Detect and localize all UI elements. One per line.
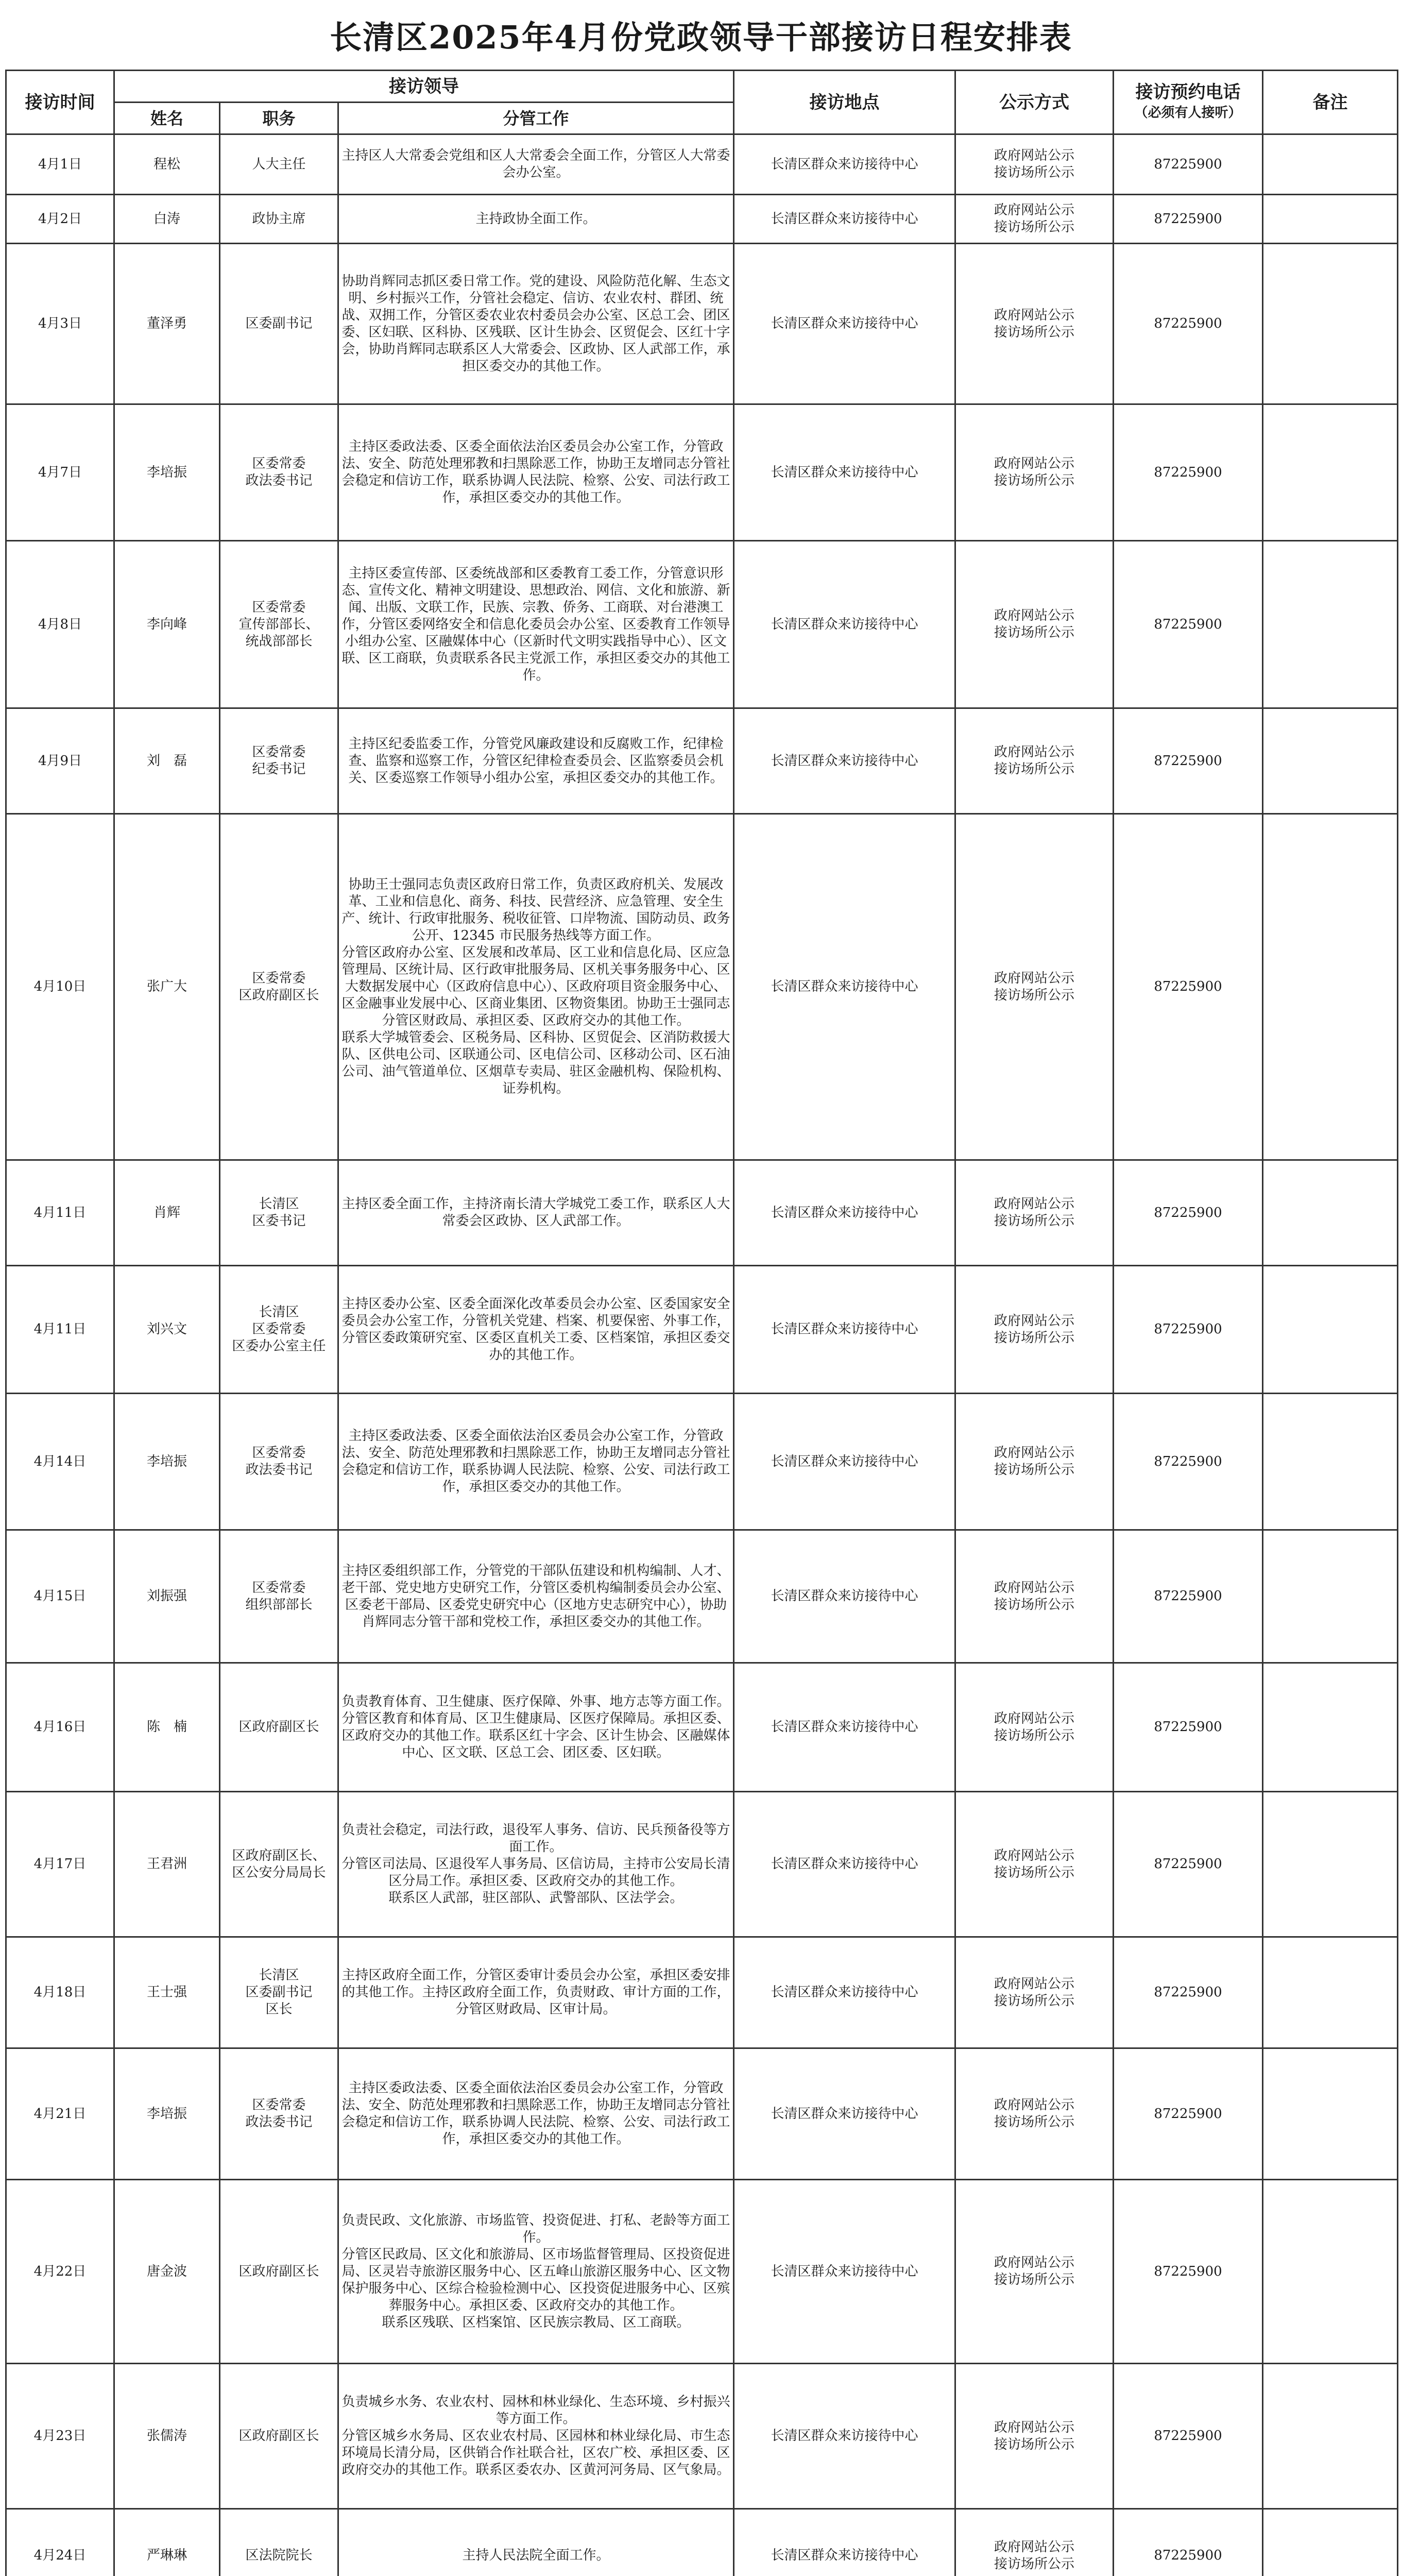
location-cell: 长清区群众来访接待中心 xyxy=(734,1394,955,1530)
header-phone-label: 接访预约电话 xyxy=(1135,81,1241,103)
duties-paragraph: 协助王士强同志负责区政府日常工作，负责区政府机关、发展改革、工业和信息化、商务、科技、民营经济、应急管理、安全生产、统计、行政审批服务、税收征管、口岸物流、国防动员、政务公开、12345 市民服务热线等方面工作。 xyxy=(341,877,730,943)
position-line: 长清区 xyxy=(259,1304,299,1320)
leader-name-cell: 唐金波 xyxy=(114,2180,220,2364)
position-line: 长清区 xyxy=(259,1196,299,1212)
duties-cell xyxy=(338,1792,734,1937)
publicity-cell xyxy=(955,2180,1114,2364)
duties-paragraph: 负责民政、文化旅游、市场监管、投资促进、打私、老龄等方面工作。 xyxy=(341,2212,730,2245)
position-line: 区委常委 xyxy=(252,1445,306,1461)
publicity-line: 接访场所公示 xyxy=(994,625,1075,640)
publicity-line: 接访场所公示 xyxy=(994,761,1075,777)
header-duties: 分管工作 xyxy=(338,103,734,134)
leader-name-cell: 白涛 xyxy=(114,195,220,244)
position-line: 区委书记 xyxy=(252,1213,306,1229)
publicity-cell xyxy=(955,1530,1114,1663)
phone-cell: 87225900 xyxy=(1114,2509,1263,2576)
duties-paragraph: 负责城乡水务、农业农村、园林和林业绿化、生态环境、乡村振兴等方面工作。 xyxy=(341,2394,730,2427)
duties-cell: 主持区政府全面工作，分管区委审计委员会办公室，承担区委安排的其他工作。主持区政府全面工作，负责财政、审计方面的工作，分管区财政局、区审计局。 xyxy=(338,1937,734,2048)
remarks-cell xyxy=(1263,1937,1398,2048)
leader-name-cell: 张广大 xyxy=(114,814,220,1160)
publicity-line: 政府网站公示 xyxy=(994,1848,1075,1863)
table-row xyxy=(6,1663,1398,1792)
publicity-line: 接访场所公示 xyxy=(994,2436,1075,2452)
position-line: 区委常委 xyxy=(252,1321,306,1337)
duties-paragraph: 联系区人武部，驻区部队、武警部队、区法学会。 xyxy=(388,1890,683,1906)
leader-position-cell xyxy=(220,2364,338,2509)
position-line: 区公安分局局长 xyxy=(232,1865,326,1880)
position-line: 区委常委 xyxy=(252,456,306,471)
publicity-line: 接访场所公示 xyxy=(994,2272,1075,2287)
leader-position-cell xyxy=(220,708,338,814)
duties-paragraph: 联系大学城管委会、区税务局、区科协、区贸促会、区消防救援大队、区供电公司、区联通公司、区电信公司、区移动公司、区石油公司、油气管道单位、区烟草专卖局、驻区金融机构、保险机构、证券机构。 xyxy=(341,1030,730,1096)
duties-cell: 主持区委政法委、区委全面依法治区委员会办公室工作，分管政法、安全、防范处理邪教和扫黑除恶工作，协助王友增同志分管社会稳定和信访工作，联系协调人民法院、检察、公安、司法行政工作，承担区委交办的其他工作。 xyxy=(338,2048,734,2180)
header-remarks: 备注 xyxy=(1263,71,1398,134)
location-cell: 长清区群众来访接待中心 xyxy=(734,195,955,244)
table-row xyxy=(6,814,1398,1160)
table-row xyxy=(6,1937,1398,2048)
phone-cell: 87225900 xyxy=(1114,244,1263,404)
table-row xyxy=(6,1266,1398,1394)
remarks-cell xyxy=(1263,1160,1398,1266)
position-line: 长清区 xyxy=(259,1968,299,1983)
schedule-body xyxy=(6,134,1398,2576)
duties-cell: 主持区委政法委、区委全面依法治区委员会办公室工作，分管政法、安全、防范处理邪教和扫黑除恶工作，协助王友增同志分管社会稳定和信访工作，联系协调人民法院、检察、公安、司法行政工作，承担区委交办的其他工作。 xyxy=(338,1394,734,1530)
remarks-cell xyxy=(1263,541,1398,708)
remarks-cell xyxy=(1263,2048,1398,2180)
visit-date-cell: 4月17日 xyxy=(6,1792,114,1937)
phone-cell: 87225900 xyxy=(1114,195,1263,244)
leader-position-cell xyxy=(220,2509,338,2576)
duties-paragraph: 负责社会稳定，司法行政，退役军人事务、信访、民兵预备役等方面工作。 xyxy=(341,1822,730,1855)
leader-position-cell xyxy=(220,404,338,541)
publicity-line: 政府网站公示 xyxy=(994,456,1075,471)
publicity-line: 政府网站公示 xyxy=(994,1313,1075,1329)
publicity-line: 政府网站公示 xyxy=(994,1976,1075,1992)
leader-name-cell: 肖辉 xyxy=(114,1160,220,1266)
position-line: 政协主席 xyxy=(252,211,306,227)
position-line: 人大主任 xyxy=(252,156,306,172)
duties-cell: 主持区人大常委会党组和区人大常委会全面工作，分管区人大常委会办公室。 xyxy=(338,134,734,195)
visit-date-cell: 4月9日 xyxy=(6,708,114,814)
location-cell: 长清区群众来访接待中心 xyxy=(734,134,955,195)
position-line: 区委常委 xyxy=(252,1580,306,1596)
duties-cell: 主持区委宣传部、区委统战部和区委教育工委工作，分管意识形态、宣传文化、精神文明建设、思想政治、网信、文化和旅游、新闻、出版、文联工作，民族、宗教、侨务、工商联、对台港澳工作，分管区委网络安全和信息化委员会办公室、区委教育工作领导小组办公室、区融媒体中心（区新时代文明实践指导中心）、区文联、区工商联，负责联系各民主党派工作，承担区委交办的其他工作。 xyxy=(338,541,734,708)
location-cell: 长清区群众来访接待中心 xyxy=(734,2364,955,2509)
visit-date-cell: 4月21日 xyxy=(6,2048,114,2180)
phone-cell: 87225900 xyxy=(1114,1394,1263,1530)
remarks-cell xyxy=(1263,134,1398,195)
publicity-line: 接访场所公示 xyxy=(994,324,1075,340)
remarks-cell xyxy=(1263,1792,1398,1937)
publicity-line: 接访场所公示 xyxy=(994,987,1075,1003)
location-cell: 长清区群众来访接待中心 xyxy=(734,708,955,814)
publicity-line: 接访场所公示 xyxy=(994,2556,1075,2572)
phone-cell: 87225900 xyxy=(1114,1937,1263,2048)
remarks-cell xyxy=(1263,2180,1398,2364)
position-line: 区长 xyxy=(265,2002,293,2017)
header-phone xyxy=(1114,71,1263,134)
publicity-line: 接访场所公示 xyxy=(994,1213,1075,1229)
phone-cell: 87225900 xyxy=(1114,1792,1263,1937)
position-line: 区政府副区长 xyxy=(238,2263,319,2279)
visit-date-cell: 4月1日 xyxy=(6,134,114,195)
position-line: 区委常委 xyxy=(252,2097,306,2113)
leader-name-cell: 刘兴文 xyxy=(114,1266,220,1394)
header-leader-group: 接访领导 xyxy=(114,71,734,103)
visit-date-cell: 4月15日 xyxy=(6,1530,114,1663)
visit-date-cell: 4月7日 xyxy=(6,404,114,541)
leader-position-cell xyxy=(220,195,338,244)
table-row xyxy=(6,708,1398,814)
phone-cell: 87225900 xyxy=(1114,2180,1263,2364)
visit-date-cell: 4月16日 xyxy=(6,1663,114,1792)
position-line: 纪委书记 xyxy=(252,761,306,777)
table-row xyxy=(6,134,1398,195)
remarks-cell xyxy=(1263,2509,1398,2576)
duties-paragraph: 分管区司法局、区退役军人事务局、区信访局，主持市公安局长清区分局工作。承担区委、区政府交办的其他工作。 xyxy=(341,1856,730,1889)
publicity-cell xyxy=(955,1160,1114,1266)
document-title: 长清区2025年4月份党政领导干部接访日程安排表 xyxy=(330,19,1072,56)
position-line: 区委常委 xyxy=(252,599,306,615)
position-line: 区委常委 xyxy=(252,970,306,986)
leader-position-cell xyxy=(220,1937,338,2048)
publicity-line: 政府网站公示 xyxy=(994,307,1075,323)
duties-paragraph: 分管区政府办公室、区发展和改革局、区工业和信息化局、区应急管理局、区统计局、区行政审批服务局、区机关事务服务中心、区大数据发展中心（区政府信息中心）、区政府项目资金服务中心、区金融事业发展中心、区商业集团、区物资集团。协助王士强同志分管区财政局、承担区委、区政府交办的其他工作。 xyxy=(341,945,730,1028)
table-row xyxy=(6,2048,1398,2180)
position-line: 区委办公室主任 xyxy=(232,1338,326,1354)
duties-cell: 主持政协全面工作。 xyxy=(338,195,734,244)
remarks-cell xyxy=(1263,814,1398,1160)
duties-paragraph: 分管区城乡水务局、区农业农村局、区园林和林业绿化局、市生态环境局长清分局，区供销合作社联合社，区农广校、承担区委、区政府交办的其他工作。联系区委农办、区黄河河务局、区气象局。 xyxy=(341,2428,730,2478)
remarks-cell xyxy=(1263,195,1398,244)
publicity-line: 接访场所公示 xyxy=(994,2114,1075,2130)
table-row xyxy=(6,1792,1398,1937)
phone-cell: 87225900 xyxy=(1114,404,1263,541)
remarks-cell xyxy=(1263,1266,1398,1394)
duties-cell xyxy=(338,814,734,1160)
leader-position-cell xyxy=(220,1663,338,1792)
remarks-cell xyxy=(1263,1530,1398,1663)
publicity-line: 政府网站公示 xyxy=(994,2097,1075,2113)
leader-position-cell xyxy=(220,1792,338,1937)
publicity-line: 政府网站公示 xyxy=(994,744,1075,760)
publicity-cell xyxy=(955,814,1114,1160)
visit-date-cell: 4月11日 xyxy=(6,1266,114,1394)
position-line: 区委常委 xyxy=(252,744,306,760)
header-row-top xyxy=(6,71,1398,103)
position-line: 政法委书记 xyxy=(245,473,313,488)
visit-date-cell: 4月3日 xyxy=(6,244,114,404)
duties-cell: 主持区委全面工作，主持济南长清大学城党工委工作，联系区人大常委会区政协、区人武部工作。 xyxy=(338,1160,734,1266)
location-cell: 长清区群众来访接待中心 xyxy=(734,541,955,708)
publicity-line: 政府网站公示 xyxy=(994,608,1075,623)
header-position: 职务 xyxy=(220,103,338,134)
publicity-line: 接访场所公示 xyxy=(994,1597,1075,1613)
location-cell: 长清区群众来访接待中心 xyxy=(734,2509,955,2576)
position-line: 政法委书记 xyxy=(245,1462,313,1478)
location-cell: 长清区群众来访接待中心 xyxy=(734,1266,955,1394)
leader-position-cell xyxy=(220,1394,338,1530)
publicity-line: 接访场所公示 xyxy=(994,1727,1075,1743)
location-cell: 长清区群众来访接待中心 xyxy=(734,244,955,404)
leader-name-cell: 张儒涛 xyxy=(114,2364,220,2509)
remarks-cell xyxy=(1263,1394,1398,1530)
duties-paragraph: 分管区民政局、区文化和旅游局、区市场监督管理局、区投资促进局、区灵岩寺旅游区服务中心、区五峰山旅游区服务中心、区文物保护服务中心、区综合检验检测中心、区投资促进服务中心、区殡葬服务中心。承担区委、区政府交办的其他工作。 xyxy=(341,2246,730,2313)
duties-cell: 主持区委办公室、区委全面深化改革委员会办公室、区委国家安全委员会办公室工作，分管机关党建、档案、机要保密、外事工作，分管区委政策研究室、区委区直机关工委、区档案馆，承担区委交办的其他工作。 xyxy=(338,1266,734,1394)
table-row xyxy=(6,1394,1398,1530)
table-row xyxy=(6,1530,1398,1663)
publicity-line: 接访场所公示 xyxy=(994,1993,1075,2009)
leader-name-cell: 李培振 xyxy=(114,1394,220,1530)
duties-cell: 主持区委政法委、区委全面依法治区委员会办公室工作，分管政法、安全、防范处理邪教和扫黑除恶工作，协助王友增同志分管社会稳定和信访工作，联系协调人民法院、检察、公安、司法行政工作，承担区委交办的其他工作。 xyxy=(338,404,734,541)
header-time: 接访时间 xyxy=(6,71,114,134)
leader-name-cell: 刘振强 xyxy=(114,1530,220,1663)
phone-cell: 87225900 xyxy=(1114,708,1263,814)
publicity-cell xyxy=(955,1792,1114,1937)
publicity-cell xyxy=(955,195,1114,244)
leader-name-cell: 王士强 xyxy=(114,1937,220,2048)
publicity-cell xyxy=(955,1937,1114,2048)
header-location: 接访地点 xyxy=(734,71,955,134)
leader-position-cell xyxy=(220,1266,338,1394)
publicity-line: 接访场所公示 xyxy=(994,473,1075,488)
remarks-cell xyxy=(1263,2364,1398,2509)
table-row xyxy=(6,2364,1398,2509)
table-row xyxy=(6,195,1398,244)
phone-cell: 87225900 xyxy=(1114,2048,1263,2180)
position-line: 区法院院长 xyxy=(245,2548,313,2563)
table-row xyxy=(6,541,1398,708)
publicity-cell xyxy=(955,1394,1114,1530)
table-row xyxy=(6,2509,1398,2576)
visit-date-cell: 4月11日 xyxy=(6,1160,114,1266)
phone-cell: 87225900 xyxy=(1114,1160,1263,1266)
position-line: 区政府副区长 xyxy=(238,2428,319,2444)
duties-cell: 负责教育体育、卫生健康、医疗保障、外事、地方志等方面工作。分管区教育和体育局、区卫生健康局、区医疗保障局。承担区委、区政府交办的其他工作。联系区红十字会、区计生协会、区融媒体中心、区文联、区总工会、团区委、区妇联。 xyxy=(338,1663,734,1792)
publicity-cell xyxy=(955,2364,1114,2509)
header-name: 姓名 xyxy=(114,103,220,134)
table-row xyxy=(6,1160,1398,1266)
duties-cell: 协助肖辉同志抓区委日常工作。党的建设、风险防范化解、生态文明、乡村振兴工作，分管社会稳定、信访、农业农村、群团、统战、双拥工作，分管区委农业农村委员会办公室、区总工会、团区委、区妇联、区科协、区残联、区计生协会、区贸促会、区红十字会，协助肖辉同志联系区人大常委会、区政协、区人武部工作，承担区委交办的其他工作。 xyxy=(338,244,734,404)
table-row xyxy=(6,2180,1398,2364)
publicity-cell xyxy=(955,1663,1114,1792)
visit-date-cell: 4月18日 xyxy=(6,1937,114,2048)
leader-position-cell xyxy=(220,814,338,1160)
visit-date-cell: 4月10日 xyxy=(6,814,114,1160)
schedule-table xyxy=(5,70,1398,2576)
duties-cell: 主持区委组织部工作，分管党的干部队伍建设和机构编制、人才、老干部、党史地方史研究工作，分管区委机构编制委员会办公室、区委老干部局、区委党史研究中心（区地方史志研究中心），协助肖辉同志分管干部和党校工作，承担区委交办的其他工作。 xyxy=(338,1530,734,1663)
remarks-cell xyxy=(1263,1663,1398,1792)
publicity-line: 政府网站公示 xyxy=(994,2419,1075,2435)
publicity-line: 接访场所公示 xyxy=(994,1330,1075,1346)
publicity-line: 接访场所公示 xyxy=(994,219,1075,235)
leader-name-cell: 刘 磊 xyxy=(114,708,220,814)
duties-cell xyxy=(338,2180,734,2364)
publicity-line: 政府网站公示 xyxy=(994,2539,1075,2555)
publicity-line: 政府网站公示 xyxy=(994,202,1075,218)
table-row xyxy=(6,244,1398,404)
publicity-cell xyxy=(955,244,1114,404)
position-line: 区政府副区长 xyxy=(238,987,319,1003)
header-publicity: 公示方式 xyxy=(955,71,1114,134)
phone-cell: 87225900 xyxy=(1114,2364,1263,2509)
remarks-cell xyxy=(1263,244,1398,404)
publicity-cell xyxy=(955,2509,1114,2576)
publicity-line: 接访场所公示 xyxy=(994,1462,1075,1478)
publicity-cell xyxy=(955,708,1114,814)
publicity-line: 接访场所公示 xyxy=(994,1865,1075,1880)
publicity-line: 政府网站公示 xyxy=(994,2255,1075,2270)
position-line: 宣传部部长、 xyxy=(238,616,319,632)
publicity-cell xyxy=(955,1266,1114,1394)
leader-name-cell: 程松 xyxy=(114,134,220,195)
publicity-line: 政府网站公示 xyxy=(994,1580,1075,1596)
position-line: 区政府副区长、 xyxy=(232,1848,326,1863)
leader-position-cell xyxy=(220,244,338,404)
leader-name-cell: 董泽勇 xyxy=(114,244,220,404)
leader-position-cell xyxy=(220,2048,338,2180)
publicity-line: 政府网站公示 xyxy=(994,970,1075,986)
leader-position-cell xyxy=(220,134,338,195)
phone-cell: 87225900 xyxy=(1114,1266,1263,1394)
publicity-line: 政府网站公示 xyxy=(994,1710,1075,1726)
position-line: 区委副书记 xyxy=(245,316,313,331)
leader-name-cell: 李向峰 xyxy=(114,541,220,708)
location-cell: 长清区群众来访接待中心 xyxy=(734,1792,955,1937)
table-row xyxy=(6,404,1398,541)
leader-position-cell xyxy=(220,2180,338,2364)
phone-cell: 87225900 xyxy=(1114,134,1263,195)
position-line: 组织部部长 xyxy=(245,1597,313,1613)
publicity-line: 政府网站公示 xyxy=(994,1445,1075,1461)
location-cell: 长清区群众来访接待中心 xyxy=(734,1530,955,1663)
location-cell: 长清区群众来访接待中心 xyxy=(734,2048,955,2180)
publicity-cell xyxy=(955,2048,1114,2180)
leader-position-cell xyxy=(220,1160,338,1266)
publicity-cell xyxy=(955,134,1114,195)
phone-cell: 87225900 xyxy=(1114,814,1263,1160)
visit-date-cell: 4月2日 xyxy=(6,195,114,244)
visit-date-cell: 4月22日 xyxy=(6,2180,114,2364)
duties-cell: 主持区纪委监委工作，分管党风廉政建设和反腐败工作，纪律检查、监察和巡察工作，分管区纪律检查委员会、区监察委员会机关、区委巡察工作领导小组办公室，承担区委交办的其他工作。 xyxy=(338,708,734,814)
position-line: 区委副书记 xyxy=(245,1985,313,2000)
publicity-cell xyxy=(955,404,1114,541)
position-line: 统战部部长 xyxy=(245,633,313,649)
leader-name-cell: 严琳琳 xyxy=(114,2509,220,2576)
position-line: 区政府副区长 xyxy=(238,1719,319,1735)
duties-cell: 主持人民法院全面工作。 xyxy=(338,2509,734,2576)
publicity-cell xyxy=(955,541,1114,708)
publicity-line: 接访场所公示 xyxy=(994,165,1075,180)
location-cell: 长清区群众来访接待中心 xyxy=(734,1937,955,2048)
location-cell: 长清区群众来访接待中心 xyxy=(734,814,955,1160)
position-line: 政法委书记 xyxy=(245,2114,313,2130)
location-cell: 长清区群众来访接待中心 xyxy=(734,404,955,541)
publicity-line: 政府网站公示 xyxy=(994,1196,1075,1212)
remarks-cell xyxy=(1263,708,1398,814)
location-cell: 长清区群众来访接待中心 xyxy=(734,2180,955,2364)
phone-cell: 87225900 xyxy=(1114,1530,1263,1663)
location-cell: 长清区群众来访接待中心 xyxy=(734,1160,955,1266)
phone-cell: 87225900 xyxy=(1114,1663,1263,1792)
visit-date-cell: 4月24日 xyxy=(6,2509,114,2576)
visit-date-cell: 4月8日 xyxy=(6,541,114,708)
phone-cell: 87225900 xyxy=(1114,541,1263,708)
duties-paragraph: 联系区残联、区档案馆、区民族宗教局、区工商联。 xyxy=(382,2314,690,2330)
duties-cell xyxy=(338,2364,734,2509)
publicity-line: 政府网站公示 xyxy=(994,148,1075,163)
visit-date-cell: 4月23日 xyxy=(6,2364,114,2509)
leader-name-cell: 李培振 xyxy=(114,404,220,541)
remarks-cell xyxy=(1263,404,1398,541)
visit-date-cell: 4月14日 xyxy=(6,1394,114,1530)
leader-position-cell xyxy=(220,1530,338,1663)
leader-position-cell xyxy=(220,541,338,708)
header-phone-note: （必须有人接听） xyxy=(1134,105,1242,121)
leader-name-cell: 李培振 xyxy=(114,2048,220,2180)
location-cell: 长清区群众来访接待中心 xyxy=(734,1663,955,1792)
leader-name-cell: 王君洲 xyxy=(114,1792,220,1937)
leader-name-cell: 陈 楠 xyxy=(114,1663,220,1792)
